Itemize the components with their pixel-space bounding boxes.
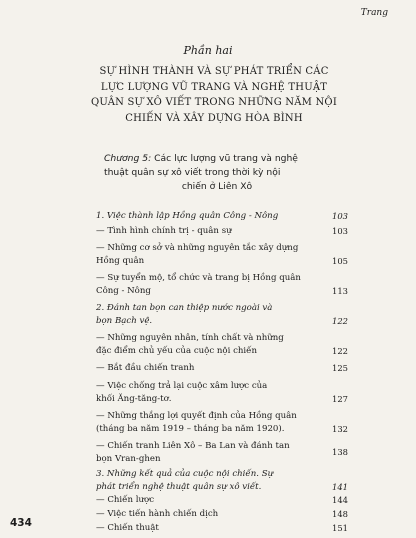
toc-entry[interactable] <box>96 508 348 521</box>
toc-entry-text: — Sự tuyển mộ, tổ chức và trang bị Hồng quân <box>96 273 301 283</box>
toc-entry-text: — Tình hình chính trị - quân sự <box>96 226 232 236</box>
part-title <box>88 64 340 126</box>
toc-page-number: 127 <box>332 394 348 404</box>
toc-entry-text: Hồng quân <box>96 255 145 266</box>
toc-entry[interactable] <box>96 272 348 297</box>
chapter-title-line: Các lực lượng vũ trang và nghệ <box>154 153 298 164</box>
toc-entry[interactable] <box>96 362 348 375</box>
toc-entry-text: khối Ăng-tăng-tơ. <box>96 393 172 404</box>
toc-entry[interactable] <box>96 410 348 435</box>
toc-page-number: 122 <box>332 346 348 356</box>
chapter-title-line: thuật quân sự xô viết trong thời kỳ nội <box>104 167 281 178</box>
toc-page-number: 141 <box>332 482 348 492</box>
chapter-title-line: chiến ở Liên Xô <box>181 181 253 192</box>
part-title-line: QUÂN SỰ XÔ VIẾT TRONG NHỮNG NĂM NỘI <box>91 97 337 108</box>
toc-entry[interactable] <box>96 494 348 507</box>
toc-entry-text: — Việc chống trả lại cuộc xâm lược của <box>96 381 268 391</box>
toc-entry-text: — Những thắng lợi quyết định của Hồng quân <box>96 411 297 421</box>
toc-page-number: 113 <box>332 286 348 296</box>
toc-entry-text: 3. Những kết quả của cuộc nội chiến. Sự <box>96 469 274 479</box>
chapter-label: Chương 5: <box>104 153 152 164</box>
part-title-line: LỰC LƯỢNG VŨ TRANG VÀ NGHỆ THUẬT <box>100 81 328 93</box>
toc-entry-text: (tháng ba năm 1919 – tháng ba năm 1920). <box>96 423 285 434</box>
toc-page-number: 125 <box>332 363 348 373</box>
toc-page-number: 103 <box>332 226 348 236</box>
part-label: Phần hai <box>183 44 233 57</box>
toc-entry-text: phát triển nghệ thuật quân sự xô viết. <box>96 481 262 492</box>
toc-entry[interactable] <box>96 468 348 493</box>
toc-entry-text: — Những nguyên nhân, tính chất và những <box>96 333 284 343</box>
toc-entry[interactable] <box>96 225 348 238</box>
toc-entry-text: — Chiến thuật <box>96 523 159 533</box>
toc-page-number: 148 <box>332 509 348 519</box>
toc-entry-text: — Chiến tranh Liên Xô – Ba Lan và đánh tan <box>96 441 290 451</box>
toc-entry-text: bọn Bạch vệ. <box>96 315 153 326</box>
toc-entry-text: 1. Việc thành lập Hồng quân Công - Nông <box>96 211 279 221</box>
part-title-line: CHIẾN VÀ XÂY DỰNG HÒA BÌNH <box>125 112 303 124</box>
toc-page-number: 105 <box>332 256 348 266</box>
toc-entry[interactable] <box>96 210 348 223</box>
toc-page-number: 138 <box>332 447 348 457</box>
chapter-heading <box>104 152 330 194</box>
toc-entry-text: — Những cơ sở và những nguyên tắc xây dựng <box>96 243 299 253</box>
toc-entry-text: — Việc tiến hành chiến dịch <box>96 509 219 519</box>
running-head: Trang <box>360 8 388 18</box>
toc-entry[interactable] <box>96 380 348 405</box>
toc-entry-text: — Bắt đầu chiến tranh <box>96 363 195 373</box>
toc-entry[interactable] <box>96 332 348 357</box>
toc-entry[interactable] <box>96 440 348 465</box>
part-title-line: SỰ HÌNH THÀNH VÀ SỰ PHÁT TRIỂN CÁC <box>99 66 329 77</box>
toc-entry-text: — Chiến lược <box>96 495 155 505</box>
toc-page-number: 103 <box>332 211 348 221</box>
toc-entry-text: bọn Vran-ghen <box>96 453 161 464</box>
toc-entry[interactable] <box>96 302 348 327</box>
toc-page-number: 144 <box>332 495 348 505</box>
toc-page-number: 151 <box>332 523 348 533</box>
toc-page-number: 132 <box>332 424 348 434</box>
toc-entry[interactable] <box>96 242 348 267</box>
toc-page-number: 122 <box>332 316 348 326</box>
page-number: 434 <box>10 517 32 529</box>
toc-entry[interactable] <box>96 522 348 535</box>
toc-entry-text: Công - Nông <box>96 285 151 296</box>
toc-entry-text: 2. Đánh tan bọn can thiệp nước ngoài và <box>96 303 273 313</box>
toc-entry-text: đặc điểm chủ yếu của cuộc nội chiến <box>96 345 257 356</box>
